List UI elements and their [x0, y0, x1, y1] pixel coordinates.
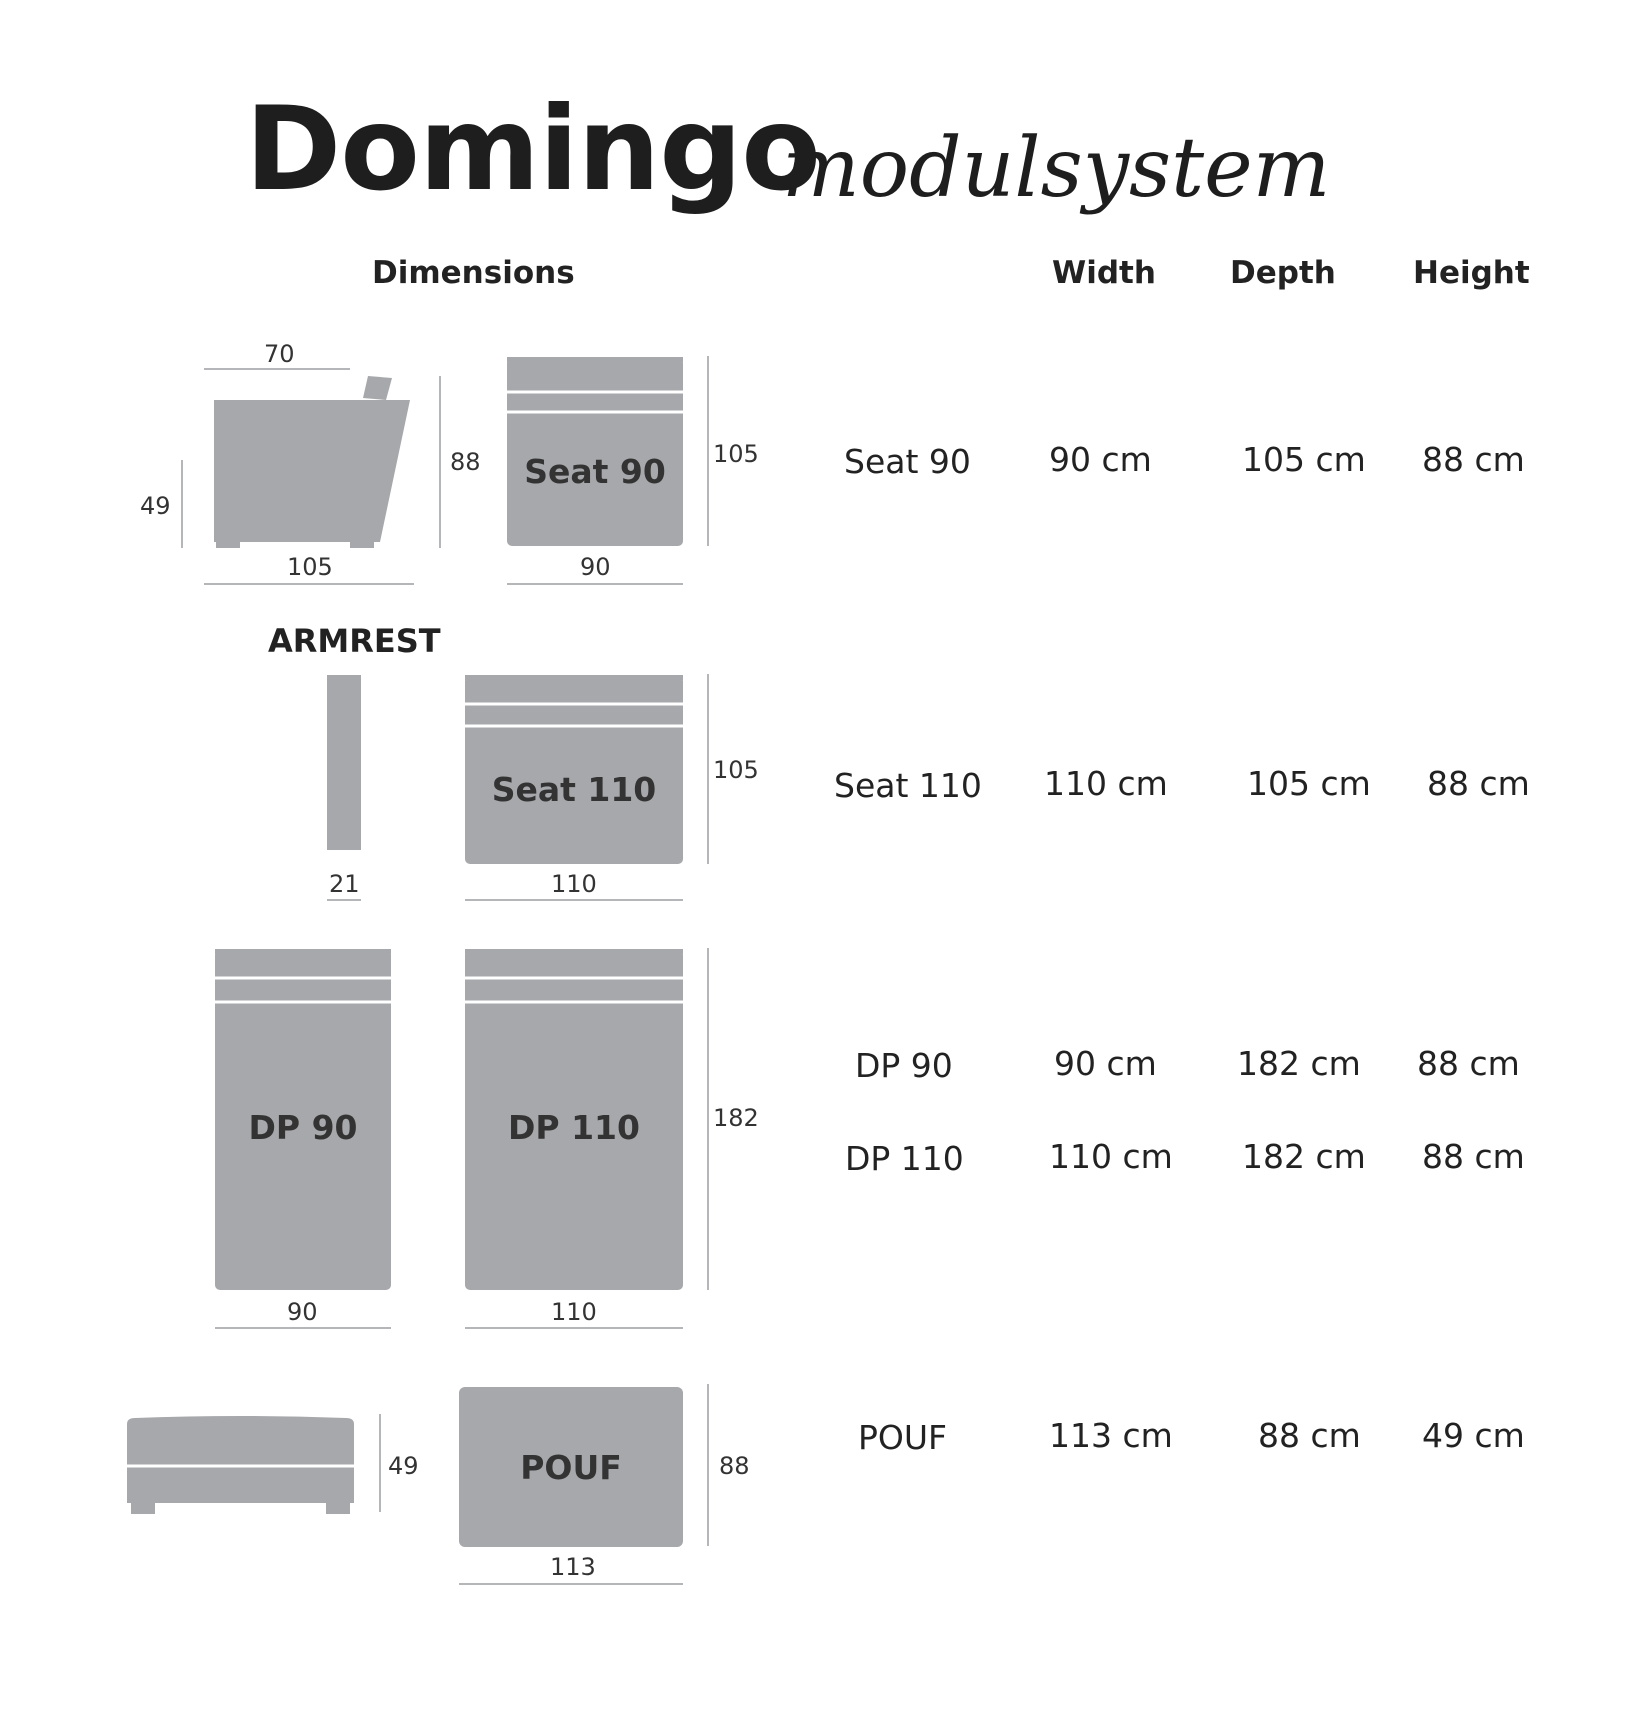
dim-armrest-width: 21 — [329, 870, 360, 898]
header-width: Width — [1052, 255, 1156, 291]
seat90-side-leg-front — [216, 538, 240, 548]
dim-seat90-depth: 105 — [713, 440, 759, 468]
header-dimensions: Dimensions — [372, 255, 575, 291]
row-name: DP 90 — [855, 1046, 953, 1085]
row-name: Seat 110 — [834, 766, 982, 805]
armrest-heading: ARMREST — [268, 622, 441, 660]
dim-seat90-width: 90 — [580, 553, 611, 581]
dim-pouf-depth: 88 — [719, 1452, 750, 1480]
row-name: DP 110 — [845, 1139, 964, 1178]
pouf-label: POUF — [520, 1448, 622, 1487]
seat110-label: Seat 110 — [491, 770, 657, 809]
pouf-leg-right — [326, 1503, 350, 1514]
dp90-label: DP 90 — [248, 1108, 358, 1147]
seat90-side-leg-back — [350, 538, 374, 548]
pouf-leg-left — [131, 1503, 155, 1514]
armrest-shape — [327, 675, 361, 850]
row-height: 88 cm — [1427, 764, 1530, 803]
row-width: 90 cm — [1049, 440, 1152, 479]
dim-seat90-side-top: 70 — [264, 340, 295, 368]
row-width: 90 cm — [1054, 1044, 1157, 1083]
dim-pouf-width: 113 — [550, 1553, 596, 1581]
dp110-label: DP 110 — [508, 1108, 640, 1147]
dim-dp90-width: 90 — [287, 1298, 318, 1326]
brand-title: Domingo — [245, 82, 820, 217]
row-depth: 105 cm — [1247, 764, 1371, 803]
header-depth: Depth — [1230, 255, 1336, 291]
row-height: 88 cm — [1417, 1044, 1520, 1083]
seat90-side-backrest — [363, 376, 392, 400]
dim-dp110-width: 110 — [551, 1298, 597, 1326]
row-height: 88 cm — [1422, 1137, 1525, 1176]
pouf-side-view — [127, 1416, 354, 1503]
dim-pouf-height: 49 — [388, 1452, 419, 1480]
dim-seat90-side-total-height: 88 — [450, 448, 481, 476]
dim-seat110-width: 110 — [551, 870, 597, 898]
seat90-label: Seat 90 — [524, 452, 666, 491]
row-name: Seat 90 — [844, 442, 971, 481]
row-width: 110 cm — [1049, 1137, 1173, 1176]
dim-seat110-depth: 105 — [713, 756, 759, 784]
row-height: 88 cm — [1422, 440, 1525, 479]
row-depth: 182 cm — [1237, 1044, 1361, 1083]
row-depth: 105 cm — [1242, 440, 1366, 479]
header-height: Height — [1413, 255, 1530, 291]
row-depth: 88 cm — [1258, 1416, 1361, 1455]
row-height: 49 cm — [1422, 1416, 1525, 1455]
dim-seat90-side-depth: 105 — [287, 553, 333, 581]
brand-subtitle: modulsystem — [782, 121, 1331, 216]
row-width: 113 cm — [1049, 1416, 1173, 1455]
seat90-side-body — [214, 400, 410, 542]
row-width: 110 cm — [1044, 764, 1168, 803]
dim-dp-depth: 182 — [713, 1104, 759, 1132]
row-depth: 182 cm — [1242, 1137, 1366, 1176]
row-name: POUF — [858, 1418, 948, 1457]
dim-seat90-side-height: 49 — [140, 492, 171, 520]
